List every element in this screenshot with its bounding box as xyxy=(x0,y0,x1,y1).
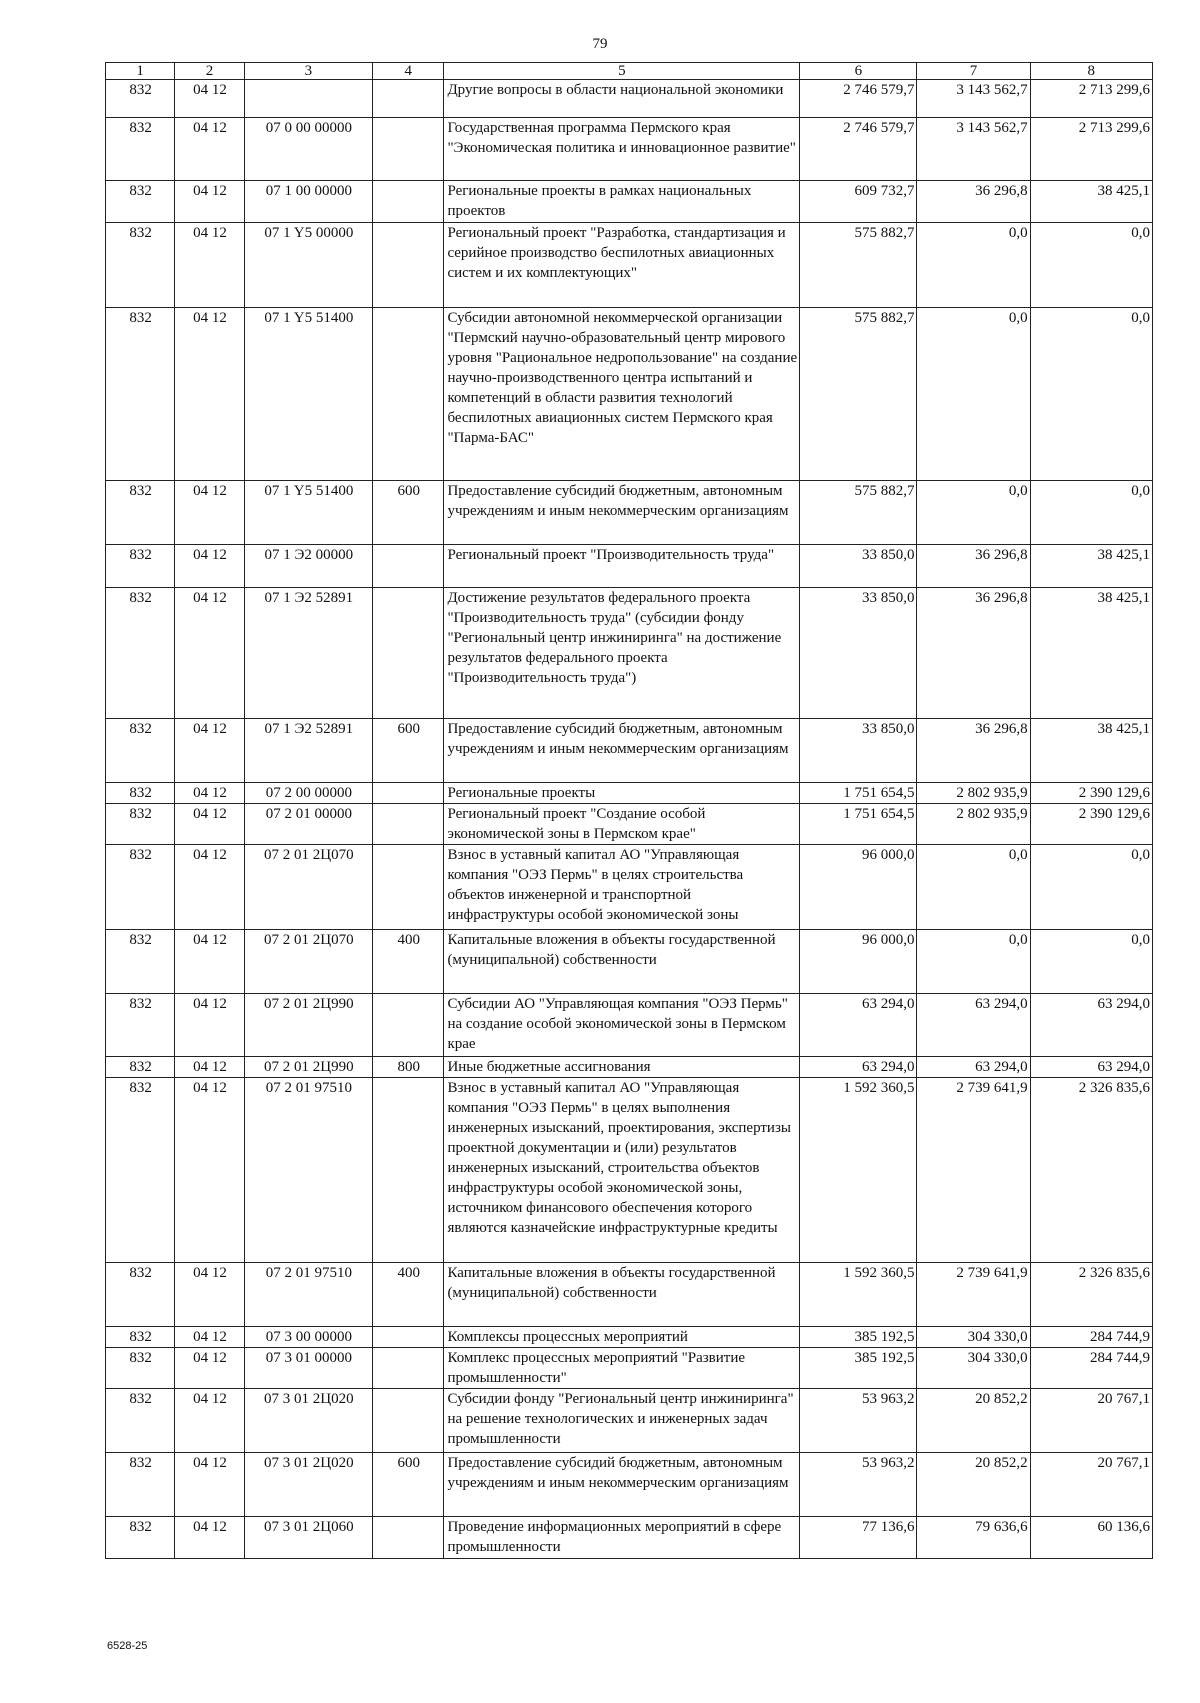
amount-year-2: 36 296,8 xyxy=(917,588,1030,719)
column-number-row xyxy=(106,63,1153,80)
section-code: 04 12 xyxy=(175,1517,244,1559)
target-article-code: 07 3 01 2Ц060 xyxy=(244,1517,372,1559)
target-article-code: 07 2 01 97510 xyxy=(244,1078,372,1263)
target-article-code: 07 2 00 00000 xyxy=(244,783,372,804)
amount-year-2: 304 330,0 xyxy=(917,1327,1030,1348)
table-row xyxy=(106,308,1153,481)
ministry-code: 832 xyxy=(106,588,175,719)
table-row xyxy=(106,80,1153,118)
amount-year-3: 0,0 xyxy=(1030,845,1152,930)
expense-type-code: 800 xyxy=(373,1057,444,1078)
amount-year-3: 284 744,9 xyxy=(1030,1348,1152,1389)
section-code: 04 12 xyxy=(175,994,244,1057)
amount-year-2: 0,0 xyxy=(917,845,1030,930)
amount-year-2: 0,0 xyxy=(917,481,1030,545)
amount-year-3: 0,0 xyxy=(1030,223,1152,308)
table-row xyxy=(106,588,1153,719)
budget-table xyxy=(105,62,1153,1559)
amount-year-3: 284 744,9 xyxy=(1030,1327,1152,1348)
table-row xyxy=(106,783,1153,804)
ministry-code: 832 xyxy=(106,1517,175,1559)
expense-type-code: 600 xyxy=(373,719,444,783)
expense-type-code xyxy=(373,1517,444,1559)
amount-year-1: 575 882,7 xyxy=(800,223,917,308)
amount-year-2: 63 294,0 xyxy=(917,1057,1030,1078)
amount-year-1: 1 751 654,5 xyxy=(800,804,917,845)
target-article-code: 07 3 01 00000 xyxy=(244,1348,372,1389)
amount-year-2: 304 330,0 xyxy=(917,1348,1030,1389)
amount-year-2: 36 296,8 xyxy=(917,545,1030,588)
target-article-code: 07 2 01 97510 xyxy=(244,1263,372,1327)
ministry-code: 832 xyxy=(106,181,175,223)
target-article-code xyxy=(244,80,372,118)
section-code: 04 12 xyxy=(175,181,244,223)
item-name: Комплексы процессных мероприятий xyxy=(444,1327,800,1348)
ministry-code: 832 xyxy=(106,845,175,930)
amount-year-1: 1 592 360,5 xyxy=(800,1263,917,1327)
table-row xyxy=(106,1453,1153,1517)
amount-year-3: 0,0 xyxy=(1030,930,1152,994)
column-header: 3 xyxy=(244,63,372,80)
column-header: 7 xyxy=(917,63,1030,80)
target-article-code: 07 3 01 2Ц020 xyxy=(244,1389,372,1453)
ministry-code: 832 xyxy=(106,1453,175,1517)
ministry-code: 832 xyxy=(106,481,175,545)
section-code: 04 12 xyxy=(175,845,244,930)
amount-year-2: 2 802 935,9 xyxy=(917,783,1030,804)
table-row xyxy=(106,181,1153,223)
amount-year-1: 96 000,0 xyxy=(800,930,917,994)
amount-year-3: 2 326 835,6 xyxy=(1030,1078,1152,1263)
amount-year-2: 79 636,6 xyxy=(917,1517,1030,1559)
section-code: 04 12 xyxy=(175,719,244,783)
amount-year-3: 38 425,1 xyxy=(1030,588,1152,719)
amount-year-1: 2 746 579,7 xyxy=(800,118,917,181)
item-name: Взнос в уставный капитал АО "Управляющая компания "ОЭЗ Пермь" в целях строительства объектов инженерной и транспортной инфраструктуры особой экономической зоны xyxy=(444,845,800,930)
amount-year-1: 33 850,0 xyxy=(800,545,917,588)
ministry-code: 832 xyxy=(106,545,175,588)
amount-year-3: 0,0 xyxy=(1030,481,1152,545)
expense-type-code xyxy=(373,80,444,118)
item-name: Субсидии фонду "Региональный центр инжиниринга" на решение технологических и инженерных задач промышленности xyxy=(444,1389,800,1453)
target-article-code: 07 1 Э2 52891 xyxy=(244,719,372,783)
ministry-code: 832 xyxy=(106,994,175,1057)
expense-type-code xyxy=(373,1078,444,1263)
item-name: Комплекс процессных мероприятий "Развитие промышленности" xyxy=(444,1348,800,1389)
amount-year-3: 38 425,1 xyxy=(1030,719,1152,783)
target-article-code: 07 1 Э2 00000 xyxy=(244,545,372,588)
amount-year-1: 385 192,5 xyxy=(800,1348,917,1389)
section-code: 04 12 xyxy=(175,545,244,588)
table-row xyxy=(106,994,1153,1057)
section-code: 04 12 xyxy=(175,1057,244,1078)
document-code: 6528-25 xyxy=(107,1640,148,1652)
ministry-code: 832 xyxy=(106,80,175,118)
table-row xyxy=(106,930,1153,994)
column-header: 5 xyxy=(444,63,800,80)
amount-year-3: 20 767,1 xyxy=(1030,1389,1152,1453)
ministry-code: 832 xyxy=(106,1263,175,1327)
expense-type-code xyxy=(373,1327,444,1348)
amount-year-1: 53 963,2 xyxy=(800,1453,917,1517)
amount-year-3: 2 713 299,6 xyxy=(1030,118,1152,181)
target-article-code: 07 0 00 00000 xyxy=(244,118,372,181)
amount-year-2: 2 739 641,9 xyxy=(917,1078,1030,1263)
amount-year-1: 96 000,0 xyxy=(800,845,917,930)
item-name: Достижение результатов федерального проекта "Производительность труда" (субсидии фонду "Региональный центр инжиниринга" на достижение результатов федерального проекта "Производительность труда") xyxy=(444,588,800,719)
section-code: 04 12 xyxy=(175,80,244,118)
target-article-code: 07 2 01 2Ц990 xyxy=(244,994,372,1057)
target-article-code: 07 2 01 2Ц070 xyxy=(244,845,372,930)
target-article-code: 07 1 Y5 51400 xyxy=(244,481,372,545)
section-code: 04 12 xyxy=(175,930,244,994)
section-code: 04 12 xyxy=(175,588,244,719)
expense-type-code: 400 xyxy=(373,930,444,994)
amount-year-3: 38 425,1 xyxy=(1030,545,1152,588)
ministry-code: 832 xyxy=(106,1327,175,1348)
target-article-code: 07 2 01 2Ц070 xyxy=(244,930,372,994)
section-code: 04 12 xyxy=(175,1327,244,1348)
expense-type-code: 400 xyxy=(373,1263,444,1327)
target-article-code: 07 2 01 2Ц990 xyxy=(244,1057,372,1078)
amount-year-2: 36 296,8 xyxy=(917,181,1030,223)
item-name: Региональные проекты xyxy=(444,783,800,804)
item-name: Взнос в уставный капитал АО "Управляющая компания "ОЭЗ Пермь" в целях выполнения инженерных изысканий, проектирования, экспертизы проектной документации и (или) результатов инженерных изысканий, строительства объектов инфраструктуры особой экономической зоны, источником финансового обеспечения которого являются казначейские инфраструктурные кредиты xyxy=(444,1078,800,1263)
amount-year-2: 20 852,2 xyxy=(917,1453,1030,1517)
target-article-code: 07 2 01 00000 xyxy=(244,804,372,845)
section-code: 04 12 xyxy=(175,1453,244,1517)
ministry-code: 832 xyxy=(106,930,175,994)
expense-type-code xyxy=(373,223,444,308)
item-name: Государственная программа Пермского края "Экономическая политика и инновационное развитие" xyxy=(444,118,800,181)
ministry-code: 832 xyxy=(106,223,175,308)
amount-year-3: 2 326 835,6 xyxy=(1030,1263,1152,1327)
item-name: Другие вопросы в области национальной экономики xyxy=(444,80,800,118)
table-row xyxy=(106,1389,1153,1453)
expense-type-code xyxy=(373,588,444,719)
section-code: 04 12 xyxy=(175,223,244,308)
table-row xyxy=(106,545,1153,588)
table-row xyxy=(106,845,1153,930)
expense-type-code xyxy=(373,1389,444,1453)
expense-type-code: 600 xyxy=(373,481,444,545)
amount-year-2: 0,0 xyxy=(917,223,1030,308)
amount-year-1: 77 136,6 xyxy=(800,1517,917,1559)
table-row xyxy=(106,1263,1153,1327)
table-row xyxy=(106,223,1153,308)
ministry-code: 832 xyxy=(106,1057,175,1078)
column-header: 8 xyxy=(1030,63,1152,80)
amount-year-3: 2 390 129,6 xyxy=(1030,804,1152,845)
target-article-code: 07 3 00 00000 xyxy=(244,1327,372,1348)
table-row xyxy=(106,719,1153,783)
table-row xyxy=(106,804,1153,845)
amount-year-2: 2 802 935,9 xyxy=(917,804,1030,845)
amount-year-3: 60 136,6 xyxy=(1030,1517,1152,1559)
ministry-code: 832 xyxy=(106,1389,175,1453)
table-row xyxy=(106,1057,1153,1078)
amount-year-2: 0,0 xyxy=(917,930,1030,994)
amount-year-1: 33 850,0 xyxy=(800,719,917,783)
amount-year-1: 2 746 579,7 xyxy=(800,80,917,118)
amount-year-3: 0,0 xyxy=(1030,308,1152,481)
amount-year-1: 63 294,0 xyxy=(800,994,917,1057)
amount-year-3: 2 390 129,6 xyxy=(1030,783,1152,804)
item-name: Субсидии АО "Управляющая компания "ОЭЗ Пермь" на создание особой экономической зоны в Пермском крае xyxy=(444,994,800,1057)
amount-year-3: 2 713 299,6 xyxy=(1030,80,1152,118)
amount-year-1: 1 751 654,5 xyxy=(800,783,917,804)
amount-year-1: 385 192,5 xyxy=(800,1327,917,1348)
table-row xyxy=(106,1348,1153,1389)
section-code: 04 12 xyxy=(175,1263,244,1327)
table-row xyxy=(106,1517,1153,1559)
section-code: 04 12 xyxy=(175,1348,244,1389)
section-code: 04 12 xyxy=(175,1078,244,1263)
section-code: 04 12 xyxy=(175,118,244,181)
amount-year-3: 20 767,1 xyxy=(1030,1453,1152,1517)
item-name: Региональный проект "Производительность труда" xyxy=(444,545,800,588)
amount-year-1: 1 592 360,5 xyxy=(800,1078,917,1263)
target-article-code: 07 3 01 2Ц020 xyxy=(244,1453,372,1517)
amount-year-2: 0,0 xyxy=(917,308,1030,481)
amount-year-1: 33 850,0 xyxy=(800,588,917,719)
column-header: 2 xyxy=(175,63,244,80)
expense-type-code xyxy=(373,845,444,930)
item-name: Проведение информационных мероприятий в сфере промышленности xyxy=(444,1517,800,1559)
expense-type-code xyxy=(373,1348,444,1389)
amount-year-3: 38 425,1 xyxy=(1030,181,1152,223)
page-number: 79 xyxy=(592,36,608,52)
section-code: 04 12 xyxy=(175,308,244,481)
amount-year-1: 53 963,2 xyxy=(800,1389,917,1453)
target-article-code: 07 1 Э2 52891 xyxy=(244,588,372,719)
ministry-code: 832 xyxy=(106,1348,175,1389)
target-article-code: 07 1 00 00000 xyxy=(244,181,372,223)
amount-year-2: 63 294,0 xyxy=(917,994,1030,1057)
item-name: Региональные проекты в рамках национальных проектов xyxy=(444,181,800,223)
amount-year-3: 63 294,0 xyxy=(1030,994,1152,1057)
expense-type-code xyxy=(373,783,444,804)
table-row xyxy=(106,1078,1153,1263)
expense-type-code xyxy=(373,804,444,845)
item-name: Региональный проект "Разработка, стандартизация и серийное производство беспилотных авиационных систем и их комплектующих" xyxy=(444,223,800,308)
amount-year-2: 2 739 641,9 xyxy=(917,1263,1030,1327)
amount-year-2: 20 852,2 xyxy=(917,1389,1030,1453)
item-name: Предоставление субсидий бюджетным, автономным учреждениям и иным некоммерческим организациям xyxy=(444,481,800,545)
expense-type-code xyxy=(373,181,444,223)
target-article-code: 07 1 Y5 51400 xyxy=(244,308,372,481)
ministry-code: 832 xyxy=(106,804,175,845)
expense-type-code xyxy=(373,118,444,181)
amount-year-1: 63 294,0 xyxy=(800,1057,917,1078)
amount-year-2: 3 143 562,7 xyxy=(917,80,1030,118)
amount-year-1: 575 882,7 xyxy=(800,481,917,545)
ministry-code: 832 xyxy=(106,1078,175,1263)
amount-year-3: 63 294,0 xyxy=(1030,1057,1152,1078)
table-row xyxy=(106,118,1153,181)
item-name: Предоставление субсидий бюджетным, автономным учреждениям и иным некоммерческим организациям xyxy=(444,719,800,783)
amount-year-2: 36 296,8 xyxy=(917,719,1030,783)
item-name: Субсидии автономной некоммерческой организации "Пермский научно-образовательный центр мирового уровня "Рациональное недропользование" на создание научно-производственного центра испытаний и компетенций в области развития технологий беспилотных авиационных систем Пермского края "Парма-БАС" xyxy=(444,308,800,481)
item-name: Капитальные вложения в объекты государственной (муниципальной) собственности xyxy=(444,1263,800,1327)
target-article-code: 07 1 Y5 00000 xyxy=(244,223,372,308)
ministry-code: 832 xyxy=(106,719,175,783)
ministry-code: 832 xyxy=(106,783,175,804)
ministry-code: 832 xyxy=(106,118,175,181)
expense-type-code xyxy=(373,308,444,481)
section-code: 04 12 xyxy=(175,481,244,545)
item-name: Иные бюджетные ассигнования xyxy=(444,1057,800,1078)
item-name: Региональный проект "Создание особой экономической зоны в Пермском крае" xyxy=(444,804,800,845)
section-code: 04 12 xyxy=(175,1389,244,1453)
table-row xyxy=(106,1327,1153,1348)
section-code: 04 12 xyxy=(175,804,244,845)
item-name: Предоставление субсидий бюджетным, автономным учреждениям и иным некоммерческим организациям xyxy=(444,1453,800,1517)
column-header: 4 xyxy=(373,63,444,80)
column-header: 1 xyxy=(106,63,175,80)
expense-type-code: 600 xyxy=(373,1453,444,1517)
amount-year-1: 609 732,7 xyxy=(800,181,917,223)
expense-type-code xyxy=(373,994,444,1057)
item-name: Капитальные вложения в объекты государственной (муниципальной) собственности xyxy=(444,930,800,994)
column-header: 6 xyxy=(800,63,917,80)
expense-type-code xyxy=(373,545,444,588)
ministry-code: 832 xyxy=(106,308,175,481)
table-row xyxy=(106,481,1153,545)
amount-year-1: 575 882,7 xyxy=(800,308,917,481)
section-code: 04 12 xyxy=(175,783,244,804)
amount-year-2: 3 143 562,7 xyxy=(917,118,1030,181)
